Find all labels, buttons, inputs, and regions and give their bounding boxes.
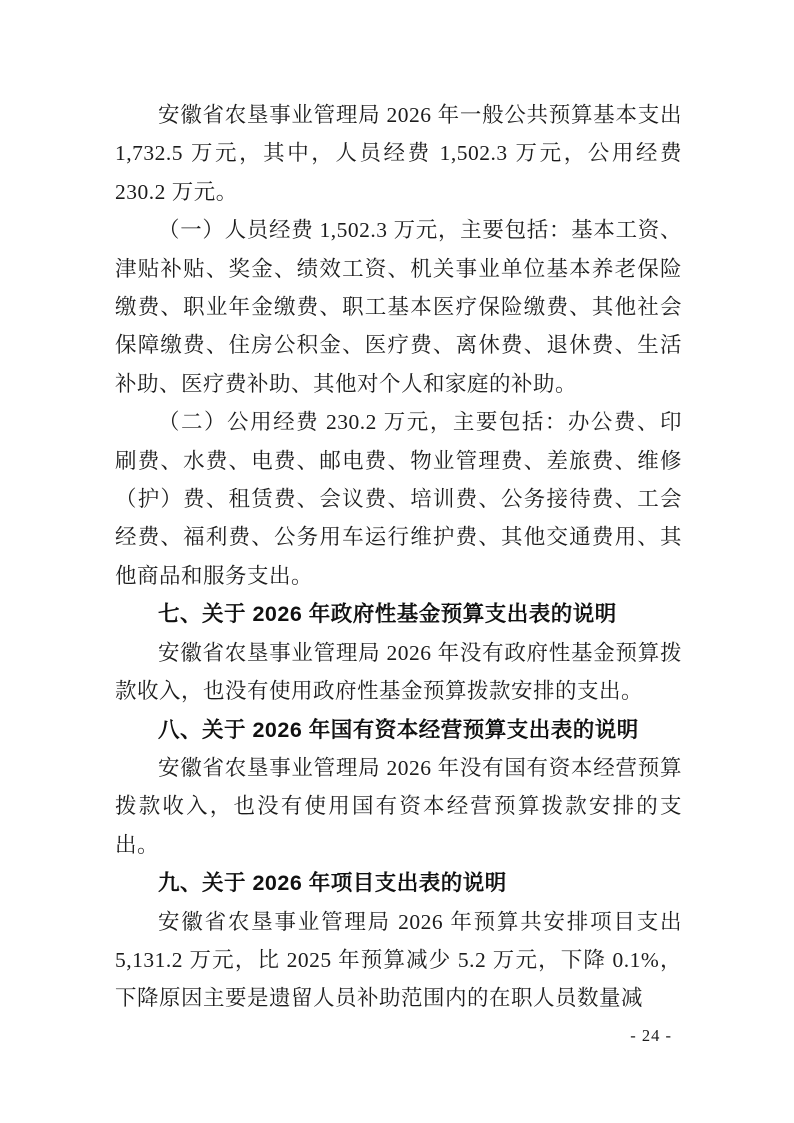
section-heading-8-state-capital-budget: 八、关于 2026 年国有资本经营预算支出表的说明 <box>158 717 639 742</box>
section-heading-9-project-expenditure: 九、关于 2026 年项目支出表的说明 <box>158 871 507 896</box>
section-heading-7-government-fund-budget: 七、关于 2026 年政府性基金预算支出表的说明 <box>158 602 617 627</box>
document-body <box>115 96 682 1018</box>
paragraph-government-fund-statement: 安徽省农垦事业管理局 2026 年没有政府性基金预算拨款收入，也没有使用政府性基金预算拨款安排的支出。 <box>115 640 682 704</box>
paragraph-personnel-expenses-detail: （一）人员经费 1,502.3 万元，主要包括：基本工资、津贴补贴、奖金、绩效工资、机关事业单位基本养老保险缴费、职业年金缴费、职工基本医疗保险缴费、其他社会保障缴费、住房公积金、医疗费、离休费、退休费、生活补助、医疗费补助、其他对个人和家庭的补助。 <box>115 218 682 396</box>
paragraph-project-expenditure-summary: 安徽省农垦事业管理局 2026 年预算共安排项目支出 5,131.2 万元，比 2025 年预算减少 5.2 万元，下降 0.1%，下降原因主要是遗留人员补助范围内的在职人员数量减 <box>115 909 682 1011</box>
paragraph-basic-expenditure-summary: 安徽省农垦事业管理局 2026 年一般公共预算基本支出 1,732.5 万元，其中，人员经费 1,502.3 万元，公用经费 230.2 万元。 <box>115 103 682 204</box>
paragraph-public-expenses-detail: （二）公用经费 230.2 万元，主要包括：办公费、印刷费、水费、电费、邮电费、物业管理费、差旅费、维修（护）费、租赁费、会议费、培训费、公务接待费、工会经费、福利费、公务用车运行维护费、其他交通费用、其他商品和服务支出。 <box>115 410 682 588</box>
page-number: - 24 - <box>630 1026 672 1045</box>
paragraph-state-capital-statement: 安徽省农垦事业管理局 2026 年没有国有资本经营预算拨款收入，也没有使用国有资本经营预算拨款安排的支出。 <box>115 755 682 857</box>
